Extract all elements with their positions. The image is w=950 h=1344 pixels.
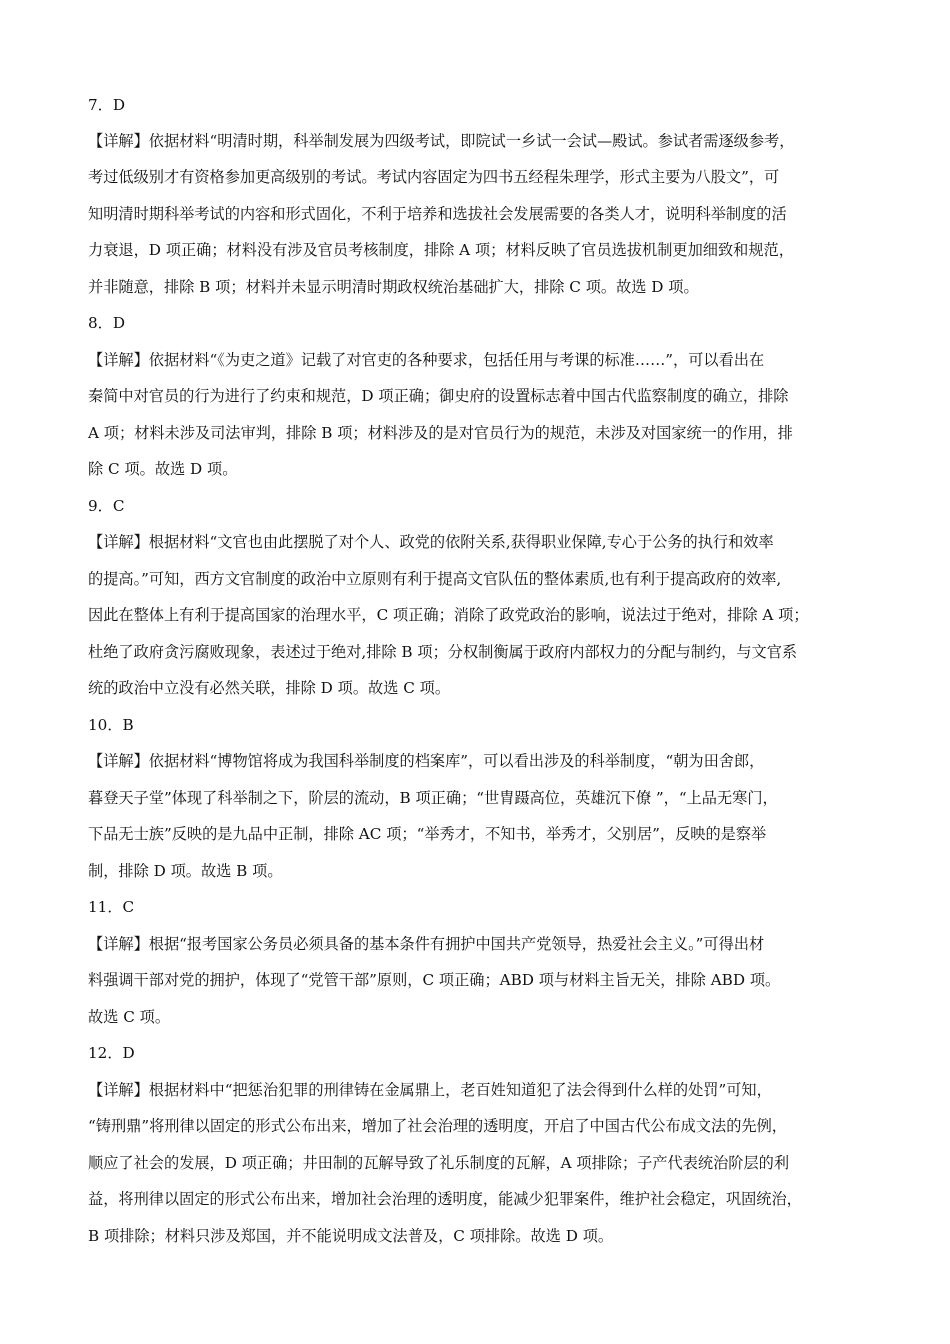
explanation-line: B 项排除；材料只涉及郑国，并不能说明成文法普及，C 项排除。故选 D 项。 xyxy=(88,1227,614,1245)
explanation-line: 考过低级别才有资格参加更高级别的考试。考试内容固定为四书五经程朱理学，形式主要为八股文”，可 xyxy=(88,168,780,186)
explanation-line: 【详解】根据材料中“把惩治犯罪的刑律铸在金属鼎上，老百姓知道犯了法会得到什么样的处罚”可知， xyxy=(88,1081,772,1099)
explanation-line: A 项；材料未涉及司法审判，排除 B 项；材料涉及的是对官员行为的规范，未涉及对国家统一的作用，排 xyxy=(88,424,793,442)
question-number: 11．C xyxy=(88,898,135,916)
explanation-line: 顺应了社会的发展，D 项正确；井田制的瓦解导致了礼乐制度的瓦解，A 项排除；子产代表统治阶层的利 xyxy=(88,1154,790,1172)
explanation-line: 制，排除 D 项。故选 B 项。 xyxy=(88,862,283,880)
question-number: 10．B xyxy=(88,716,134,734)
explanation-line: 【详解】根据材料“文官也由此摆脱了对个人、政党的依附关系,获得职业保障,专心于公务的执行和效率 xyxy=(88,533,774,551)
explanation-line: 益，将刑律以固定的形式公布出来，增加社会治理的透明度，能减少犯罪案件，维护社会稳定，巩固统治， xyxy=(88,1190,802,1208)
explanation-line: 【详解】依据材料“明清时期，科举制发展为四级考试，即院试一乡试一会试—殿试。参试者需逐级参考， xyxy=(88,132,795,150)
question-number: 9．C xyxy=(88,497,125,515)
explanation-line: 并非随意，排除 B 项；材料并未显示明清时期政权统治基础扩大，排除 C 项。故选 D 项。 xyxy=(88,278,699,296)
question-number: 8．D xyxy=(88,314,126,332)
explanation-line: 【详解】依据材料“博物馆将成为我国科举制度的档案库”，可以看出涉及的科举制度，“朝为田舍郎， xyxy=(88,752,765,770)
question-number: 7．D xyxy=(88,96,126,114)
explanation-line: 故选 C 项。 xyxy=(88,1008,171,1026)
explanation-line: 料强调干部对党的拥护，体现了“党管干部”原则，C 项正确；ABD 项与材料主旨无关，排除 ABD 项。 xyxy=(88,971,781,989)
question-number: 12．D xyxy=(88,1044,135,1062)
explanation-line: 秦简中对官员的行为进行了约束和规范，D 项正确；御史府的设置标志着中国古代监察制度的确立，排除 xyxy=(88,387,789,405)
explanation-line: 下品无士族”反映的是九品中正制，排除 AC 项；“举秀才，不知书，举秀才，父别居”，反映的是察举 xyxy=(88,825,767,843)
explanation-line: 杜绝了政府贪污腐败现象，表述过于绝对,排除 B 项；分权制衡属于政府内部权力的分配与制约，与文官系 xyxy=(88,643,798,661)
explanation-line: 的提高。”可知，西方文官制度的政治中立原则有利于提高文官队伍的整体素质,也有利于提高政府的效率, xyxy=(88,570,782,588)
explanation-line: 【详解】根据“报考国家公务员必须具备的基本条件有拥护中国共产党领导，热爱社会主义。”可得出材 xyxy=(88,935,765,953)
explanation-line: 因此在整体上有利于提高国家的治理水平，C 项正确；消除了政党政治的影响，说法过于绝对，排除 A 项； xyxy=(88,606,809,624)
explanation-line: 统的政治中立没有必然关联，排除 D 项。故选 C 项。 xyxy=(88,679,451,697)
explanation-line: 【详解】依据材料“《为吏之道》记载了对官吏的各种要求，包括任用与考课的标准……”，可以看出在 xyxy=(88,351,765,369)
explanation-line: 除 C 项。故选 D 项。 xyxy=(88,460,238,478)
explanation-line: “铸刑鼎”将刑律以固定的形式公布出来，增加了社会治理的透明度，开启了中国古代公布成文法的先例， xyxy=(88,1117,787,1135)
explanation-line: 力衰退，D 项正确；材料没有涉及官员考核制度，排除 A 项；材料反映了官员选拔机制更加细致和规范， xyxy=(88,241,794,259)
explanation-line: 知明清时期科举考试的内容和形式固化，不利于培养和选拔社会发展需要的各类人才，说明科举制度的活 xyxy=(88,205,787,223)
explanation-line: 暮登天子堂”体现了科举制之下，阶层的流动，B 项正确；“世胄蹑高位，英雄沉下僚 ”，“上品无寒门， xyxy=(88,789,778,807)
